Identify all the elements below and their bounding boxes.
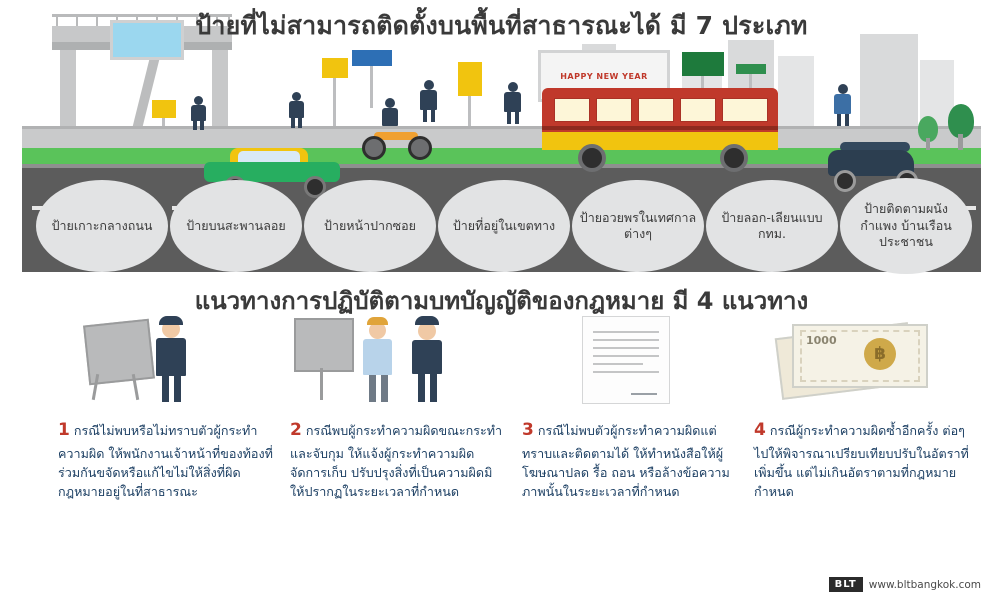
currency-coin: ฿ <box>864 338 896 370</box>
guideline-body-2: กรณีพบผู้กระทำความผิดขณะกระทำและจับกุม ให้แจ้งผู้กระทำความผิดจัดการเก็บ ปรับปรุงสิ่งที่เป็นความผิดมิให้ปรากฏในระยะเวลาที่กำหนด <box>290 423 503 500</box>
page-title-top: ป้ายที่ไม่สามารถติดตั้งบนพื้นที่สาธารณะได้ มี 7 ประเภท <box>195 11 808 40</box>
guideline-art-1 <box>58 312 273 404</box>
page-title-middle: แนวทางการปฏิบัติตามบทบัญญัติของกฎหมาย มี 4 แนวทาง <box>194 287 809 315</box>
guideline-number-4: 4 <box>754 420 766 440</box>
bubble-item-4[interactable]: ป้ายที่อยู่ในเขตทาง <box>438 180 570 272</box>
bridge-pillar <box>60 50 76 128</box>
guideline-column-2 <box>290 312 505 501</box>
guideline-body-3: กรณีไม่พบตัวผู้กระทำความผิดแต่ทราบและติดตามได้ ให้ทำหนังสือให้ผู้โฆษณาปลด รื้อ ถอน หรือล้างข้อความ ภาพนั้นในระยะเวลาที่กำหนด <box>522 423 730 500</box>
blt-logo: BLT <box>829 577 863 592</box>
guideline-column-1 <box>58 312 273 501</box>
banknote-denomination: 1000 <box>806 334 837 347</box>
sign-category-bubbles <box>22 180 981 276</box>
footer-branding <box>829 577 981 592</box>
bridge-pillar <box>212 50 228 128</box>
website-url[interactable]: www.bltbangkok.com <box>868 578 981 591</box>
tree-trunk <box>958 134 963 150</box>
sign-board <box>294 318 354 372</box>
guideline-body-4: กรณีผู้กระทำความผิดซ้ำอีกครั้ง ต่อๆ ไปให้พิจารณาเปรียบเทียบปรับในอัตราที่เพิ่มขึ้น แต่ไม่เกินอัตราตามที่กฎหมายกำหนด <box>754 423 969 500</box>
guideline-art-4 <box>754 312 969 404</box>
guidelines-row <box>40 312 970 572</box>
tree-foliage <box>948 104 974 138</box>
guideline-number-1: 1 <box>58 420 70 440</box>
tree-trunk <box>926 138 930 150</box>
sign-post <box>320 368 323 400</box>
sign-board <box>83 319 155 386</box>
bubble-item-1[interactable]: ป้ายเกาะกลางถนน <box>36 180 168 272</box>
bubble-item-3[interactable]: ป้ายหน้าปากซอย <box>304 180 436 272</box>
guideline-body-1: กรณีไม่พบหรือไม่ทราบตัวผู้กระทำความผิด ให้พนักงานเจ้าหน้าที่ของท้องที่ร่วมกันขจัดหรือแก้ไขไม่ให้สิ่งที่ผิดกฎหมายอยู่ในที่สาธารณะ <box>58 423 273 500</box>
guideline-art-3 <box>522 312 737 404</box>
official-document <box>582 316 670 404</box>
curb-line <box>22 126 981 129</box>
bubble-item-2[interactable]: ป้ายบนสะพานลอย <box>170 180 302 272</box>
city-bus <box>542 88 778 164</box>
guideline-column-4 <box>754 312 969 501</box>
guideline-text-3 <box>522 418 737 501</box>
guideline-text-4 <box>754 418 969 501</box>
guideline-text-1 <box>58 418 273 501</box>
guideline-text-2 <box>290 418 505 501</box>
guideline-column-3 <box>522 312 737 501</box>
bubble-item-5[interactable]: ป้ายอวยพรในเทศกาลต่างๆ <box>572 180 704 272</box>
guideline-number-2: 2 <box>290 420 302 440</box>
billboard-text: HAPPY NEW YEAR <box>560 71 648 81</box>
bubble-item-6[interactable]: ป้ายลอก-เลียนแบบ กทม. <box>706 180 838 272</box>
bubble-item-7[interactable]: ป้ายติดตามผนังกำแพง บ้านเรือนประชาชน <box>840 178 972 274</box>
guideline-art-2 <box>290 312 505 404</box>
guideline-number-3: 3 <box>522 420 534 440</box>
motorcycle <box>360 112 432 156</box>
